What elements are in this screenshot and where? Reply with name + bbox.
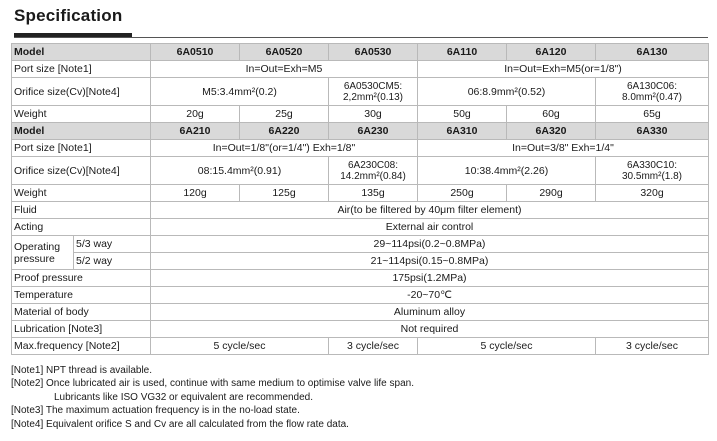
orifice-value: 10:38.4mm²(2.26)	[418, 157, 596, 185]
model-cell: 6A230	[329, 123, 418, 140]
operating-pressure-label: Operating pressure	[12, 236, 74, 270]
operating-52-value: 21~114psi(0.15~0.8MPa)	[151, 253, 709, 270]
max-frequency-value: 3 cycle/sec	[596, 338, 709, 355]
material-value: Aluminum alloy	[151, 304, 709, 321]
operating-53-row	[12, 236, 709, 253]
way-label: 5/2 way	[74, 253, 151, 270]
specification-table	[11, 43, 709, 355]
model-cell: 6A210	[151, 123, 240, 140]
model-cell: 6A110	[418, 44, 507, 61]
orifice-row-2	[12, 157, 709, 185]
model-label: Model	[12, 44, 151, 61]
orifice-value: M5:3.4mm²(0.2)	[151, 78, 329, 106]
weight-value: 120g	[151, 185, 240, 202]
model-cell: 6A220	[240, 123, 329, 140]
port-size-row-1	[12, 61, 709, 78]
temperature-value: -20~70℃	[151, 287, 709, 304]
row-label: Proof pressure	[12, 270, 151, 287]
model-cell: 6A320	[507, 123, 596, 140]
max-frequency-value: 3 cycle/sec	[329, 338, 418, 355]
orifice-value: 08:15.4mm²(0.91)	[151, 157, 329, 185]
weight-value: 60g	[507, 106, 596, 123]
orifice-row-1	[12, 78, 709, 106]
weight-value: 65g	[596, 106, 709, 123]
weight-value: 50g	[418, 106, 507, 123]
operating-52-row	[12, 253, 709, 270]
row-label: Max.frequency [Note2]	[12, 338, 151, 355]
proof-pressure-row	[12, 270, 709, 287]
weight-row-1	[12, 106, 709, 123]
note-3: [Note3] The maximum actuation frequency is in the no-load state.	[11, 405, 300, 417]
operating-53-value: 29~114psi(0.2~0.8MPa)	[151, 236, 709, 253]
max-frequency-value: 5 cycle/sec	[151, 338, 329, 355]
weight-value: 20g	[151, 106, 240, 123]
max-frequency-row	[12, 338, 709, 355]
row-label: Orifice size(Cv)[Note4]	[12, 78, 151, 106]
material-row	[12, 304, 709, 321]
note-1: [Note1] NPT thread is available.	[11, 365, 153, 376]
note-2-continued: Lubricants like ISO VG32 or equivalent are recommended.	[54, 391, 314, 403]
page-title: Specification	[14, 6, 123, 25]
model-cell: 6A130	[596, 44, 709, 61]
acting-value: External air control	[151, 219, 709, 236]
orifice-value: 6A130C06: 8.0mm²(0.47)	[596, 78, 709, 106]
model-header-row-2	[12, 123, 709, 140]
note-2: [Note2] Once lubricated air is used, continue with same medium to optimise valve life span.	[11, 378, 414, 390]
proof-pressure-value: 175psi(1.2MPa)	[151, 270, 709, 287]
title-divider	[14, 37, 708, 38]
weight-value: 25g	[240, 106, 329, 123]
max-frequency-value: 5 cycle/sec	[418, 338, 596, 355]
port-size-value: In=Out=Exh=M5(or=1/8")	[418, 61, 709, 78]
fluid-row	[12, 202, 709, 219]
port-size-value: In=Out=3/8" Exh=1/4"	[418, 140, 709, 157]
row-label: Orifice size(Cv)[Note4]	[12, 157, 151, 185]
fluid-value: Air(to be filtered by 40μm filter element)	[151, 202, 709, 219]
row-label: Temperature	[12, 287, 151, 304]
row-label: Lubrication [Note3]	[12, 321, 151, 338]
acting-row	[12, 219, 709, 236]
orifice-value: 6A0530CM5: 2,2mm²(0.13)	[329, 78, 418, 106]
weight-value: 320g	[596, 185, 709, 202]
orifice-value: 6A230C08: 14.2mm²(0.84)	[329, 157, 418, 185]
model-label: Model	[12, 123, 151, 140]
lubrication-row	[12, 321, 709, 338]
model-header-row-1	[12, 44, 709, 61]
temperature-row	[12, 287, 709, 304]
model-cell: 6A120	[507, 44, 596, 61]
weight-value: 125g	[240, 185, 329, 202]
row-label: Fluid	[12, 202, 151, 219]
model-cell: 6A310	[418, 123, 507, 140]
port-size-value: In=Out=Exh=M5	[151, 61, 418, 78]
lubrication-value: Not required	[151, 321, 709, 338]
row-label: Port size [Note1]	[12, 61, 151, 78]
weight-value: 250g	[418, 185, 507, 202]
port-size-row-2	[12, 140, 709, 157]
row-label: Weight	[12, 185, 151, 202]
model-cell: 6A0510	[151, 44, 240, 61]
port-size-value: In=Out=1/8"(or=1/4") Exh=1/8"	[151, 140, 418, 157]
row-label: Port size [Note1]	[12, 140, 151, 157]
row-label: Acting	[12, 219, 151, 236]
model-cell: 6A330	[596, 123, 709, 140]
model-cell: 6A0520	[240, 44, 329, 61]
weight-value: 135g	[329, 185, 418, 202]
way-label: 5/3 way	[74, 236, 151, 253]
notes-block	[11, 364, 414, 431]
note-4: [Note4] Equivalent orifice S and Cv are all calculated from the flow rate data.	[11, 418, 349, 430]
weight-value: 290g	[507, 185, 596, 202]
model-cell: 6A0530	[329, 44, 418, 61]
weight-value: 30g	[329, 106, 418, 123]
row-label: Weight	[12, 106, 151, 123]
row-label: Material of body	[12, 304, 151, 321]
weight-row-2	[12, 185, 709, 202]
orifice-value: 06:8.9mm²(0.52)	[418, 78, 596, 106]
orifice-value: 6A330C10: 30.5mm²(1.8)	[596, 157, 709, 185]
spec-title-block	[14, 6, 134, 26]
